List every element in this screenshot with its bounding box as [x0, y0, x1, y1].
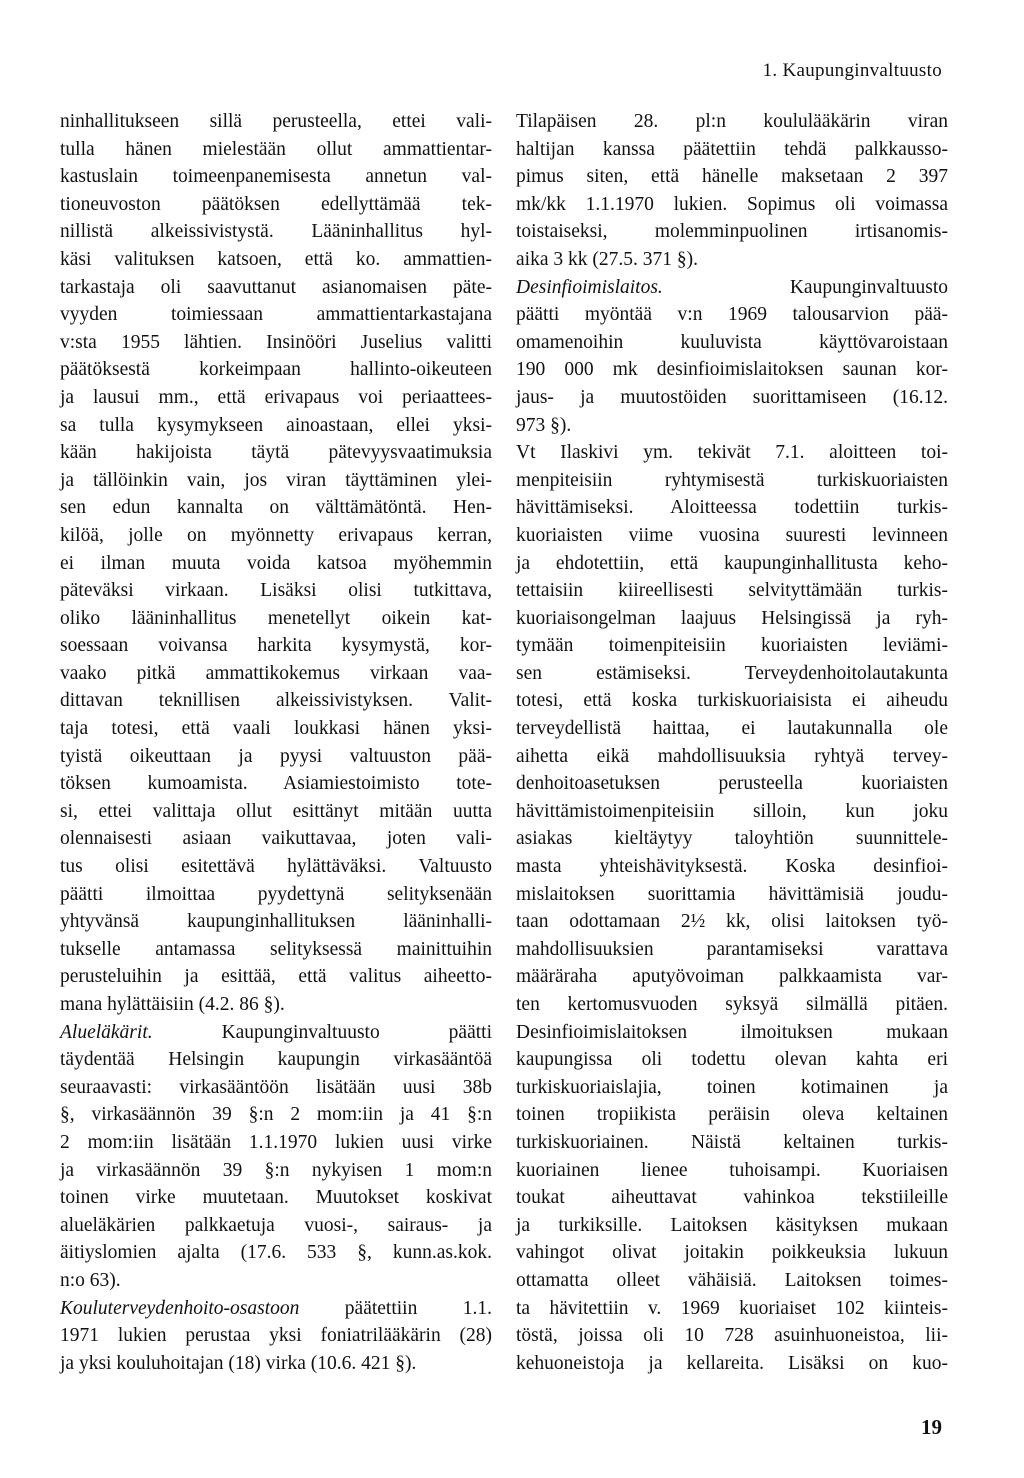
page-number: 19 — [921, 1415, 942, 1439]
right-text-line: 190 000 mk desinfioimislaitoksen saunan kor- — [516, 359, 948, 381]
left-text-line: si, ettei valittaja ollut esittänyt mitään uutta — [60, 800, 492, 822]
right-text-line — [516, 274, 948, 302]
left-text-line — [60, 1019, 492, 1047]
right-text-line: mahdollisuuksien parantamiseksi varattava — [516, 938, 948, 960]
left-text-line: 1971 lukien perustaa yksi foniatrilääkärin (28) — [60, 1325, 492, 1347]
right-text-line: hävittämiseksi. Aloitteessa todettiin turkis- — [516, 497, 948, 519]
right-text-line: pimus siten, että hänelle maksetaan 2 397 — [516, 166, 948, 188]
left-text-line: dittavan teknillisen alkeissivistyksen. Valit- — [60, 690, 492, 712]
left-text-line: ninhallitukseen sillä perusteella, ettei vali- — [60, 111, 492, 132]
left-text-line: kastuslain toimeenpanemisesta annetun val- — [60, 166, 492, 188]
right-text-line: 973 §). — [516, 414, 572, 436]
left-text-line: alueläkärien palkkaetuja vuosi-, sairaus- ja — [60, 1214, 492, 1236]
left-text-line: §, virkasäännön 39 §:n 2 mom:iin ja 41 §:n — [60, 1104, 492, 1126]
left-text-line: ja lausui mm., että erivapaus voi periaattees- — [60, 386, 492, 408]
right-text-line: kaupungissa oli todettu olevan kahta eri — [516, 1049, 948, 1071]
right-text-line: masta yhteishävityksestä. Koska desinfioi- — [516, 856, 948, 878]
right-text-line: totesi, että koska turkiskuoriaisista ei aiheudu — [516, 690, 948, 712]
right-text-line: vahingot olivat joitakin poikkeuksia lukuun — [516, 1242, 948, 1264]
right-text-line: määräraha aputyövoiman palkkaamista var- — [516, 966, 948, 988]
left-text-line: täydentää Helsingin kaupungin virkasääntöä — [60, 1049, 492, 1071]
left-text-line: 2 mom:iin lisätään 1.1.1970 lukien uusi virke — [60, 1131, 492, 1153]
right-text-line: hävittämistoimenpiteisiin silloin, kun joku — [516, 800, 948, 822]
left-text-line: mana hylättäisiin (4.2. 86 §). — [60, 994, 285, 1015]
right-text-line: denhoitoasetuksen perusteella kuoriaisten — [516, 773, 948, 795]
left-text-line: ja tällöinkin vain, jos viran täyttäminen ylei- — [60, 469, 492, 491]
left-text-line: vyyden toimiessaan ammattientarkastajana — [60, 304, 492, 326]
right-text-line: päätti myöntää v:n 1969 talousarvion pää- — [516, 304, 948, 326]
right-text-line: ta hävitettiin v. 1969 kuoriaiset 102 kiinteis- — [516, 1297, 948, 1319]
left-text-line: olennaisesti asiaan vaikuttavaa, joten vali- — [60, 828, 492, 850]
section-heading: Desinfioimislaitos. — [516, 276, 663, 298]
left-text-line: töksen kumoamista. Asiamiestoimisto tote- — [60, 773, 492, 795]
right-text-line: ja ehdotettiin, että kaupunginhallitusta keho- — [516, 552, 948, 574]
left-text-line: v:sta 1955 lähtien. Insinööri Juselius valitti — [60, 331, 492, 353]
line-text: Kaupunginvaltuusto — [662, 276, 948, 298]
left-text-line: sa tulla kysymykseen ainoastaan, ellei yksi- — [60, 414, 492, 436]
right-text-line: Desinfioimislaitoksen ilmoituksen mukaan — [516, 1021, 948, 1043]
line-text: Kaupunginvaltuusto päätti — [152, 1021, 492, 1043]
right-text-line: toinen tropiikista peräisin oleva keltainen — [516, 1104, 948, 1126]
right-text-line: toukat aiheuttavat vahinkoa tekstiileille — [516, 1187, 948, 1209]
left-text-line: käsi valituksen katsoen, että ko. ammattien- — [60, 248, 492, 270]
right-text-line: jaus- ja muutostöiden suorittamiseen (16.12. — [516, 386, 948, 408]
right-text-line: taan odottamaan 2½ kk, olisi laitoksen työ- — [516, 911, 948, 933]
left-text-line: seuraavasti: virkasääntöön lisätään uusi 38b — [60, 1076, 492, 1098]
right-text-line: turkiskuoriainen. Näistä keltainen turkis- — [516, 1131, 948, 1153]
left-text-line: soessaan voivansa harkita kysymystä, kor- — [60, 635, 492, 657]
left-text-line: sen edun kannalta on välttämätöntä. Hen- — [60, 497, 492, 519]
right-text-line: asiakas kieltäytyy taloyhtiön suunnittele- — [516, 828, 948, 850]
right-text-line: turkiskuoriaislajia, toinen kotimainen ja — [516, 1076, 948, 1098]
right-text-line: aihetta eikä mahdollisuuksia ryhtyä tervey- — [516, 745, 948, 767]
left-text-line: tyistä oikeuttaan ja pyysi valtuuston pää- — [60, 745, 492, 767]
right-text-line: Vt Ilaskivi ym. tekivät 7.1. aloitteen toi- — [516, 442, 948, 464]
right-text-line: Tilapäisen 28. pl:n koululääkärin viran — [516, 111, 948, 132]
left-text-line: ja yksi kouluhoitajan (18) virka (10.6. 421 §). — [60, 1352, 417, 1374]
right-text-line: tettaisiin kiireellisesti selvityttämään turkis- — [516, 580, 948, 602]
right-text-line: terveydellistä haittaa, ei lautakunnalla ole — [516, 718, 948, 740]
right-text-line: aika 3 kk (27.5. 371 §). — [516, 248, 698, 270]
running-header: 1. Kaupunginvaltuusto — [762, 60, 942, 81]
left-text-line: tulla hänen mielestään ollut ammattientar- — [60, 138, 492, 160]
left-text-column — [60, 108, 492, 1377]
left-text-line: päätöksestä korkeimpaan hallinto-oikeuteen — [60, 359, 492, 381]
left-text-line: ja virkasäännön 39 §:n nykyisen 1 mom:n — [60, 1159, 492, 1181]
right-text-line: toistaiseksi, molemminpuolinen irtisanomis- — [516, 221, 948, 243]
right-text-line: töstä, joissa oli 10 728 asuinhuoneistoa, lii- — [516, 1325, 948, 1347]
right-text-line: kuoriaisten viime vuosina suuresti levinneen — [516, 524, 948, 546]
left-text-line: n:o 63). — [60, 1269, 121, 1291]
right-text-column — [516, 108, 948, 1377]
left-text-line: vaako pitkä ammattikokemus virkaan vaa- — [60, 662, 492, 684]
left-text-line: äitiyslomien ajalta (17.6. 533 §, kunn.as.kok. — [60, 1242, 492, 1264]
right-text-line: kuoriainen lienee tuhoisampi. Kuoriaisen — [516, 1159, 948, 1181]
right-text-line: mislaitoksen suorittamia hävittämisiä joudu- — [516, 883, 948, 905]
left-text-line: perusteluihin ja esittää, että valitus aiheetto- — [60, 966, 492, 988]
right-text-line: menpiteisiin ryhtymisestä turkiskuoriaisten — [516, 469, 948, 491]
left-text-line: tioneuvoston päätöksen edellyttämää tek- — [60, 193, 492, 215]
right-text-line: omamenoihin kuuluvista käyttövaroistaan — [516, 331, 948, 353]
right-text-line: sen estämiseksi. Terveydenhoitolautakunta — [516, 662, 948, 684]
left-text-line: kään hakijoista täytä pätevyysvaatimuksia — [60, 442, 492, 464]
right-text-line: kehuoneistoja ja kellareita. Lisäksi on kuo- — [516, 1352, 948, 1374]
left-text-line: tus olisi esitettävä hylättäväksi. Valtuusto — [60, 856, 492, 878]
left-text-line: ei ilman muuta voida katsoa myöhemmin — [60, 552, 492, 574]
left-text-line: yhtyvänsä kaupunginhallituksen lääninhalli- — [60, 911, 492, 933]
right-text-line: ja turkiksille. Laitoksen käsityksen mukaan — [516, 1214, 948, 1236]
left-text-line — [60, 1295, 492, 1323]
left-text-line: toinen virke muutetaan. Muutokset koskivat — [60, 1187, 492, 1209]
right-text-line: kuoriaisongelman laajuus Helsingissä ja ryh- — [516, 607, 948, 629]
left-text-line: nillistä alkeissivistystä. Lääninhallitus hyl- — [60, 221, 492, 243]
section-heading: Kouluterveydenhoito-osastoon — [60, 1297, 300, 1319]
right-text-line: ten kertomusvuoden syksyä silmällä pitäen. — [516, 994, 948, 1015]
right-text-line: mk/kk 1.1.1970 lukien. Sopimus oli voimassa — [516, 193, 948, 215]
left-text-line: tarkastaja oli saavuttanut asianomaisen päte- — [60, 276, 492, 298]
right-text-line: tymään toimenpiteisiin kuoriaisten leviämi- — [516, 635, 948, 657]
left-text-line: taja totesi, että vaali loukkasi hänen yksi- — [60, 718, 492, 740]
left-text-line: päätti ilmoittaa pyydettynä selityksenään — [60, 883, 492, 905]
section-heading: Alueläkärit. — [60, 1021, 153, 1043]
right-text-line: haltijan kanssa päätettiin tehdä palkkausso- — [516, 138, 948, 160]
line-text: päätettiin 1.1. — [299, 1297, 492, 1319]
left-text-line: kilöä, jolle on myönnetty erivapaus kerran, — [60, 524, 492, 546]
left-text-line: oliko lääninhallitus menetellyt oikein kat- — [60, 607, 492, 629]
right-text-line: ottamatta olleet vähäisiä. Laitoksen toimes- — [516, 1269, 948, 1291]
left-text-line: päteväksi virkaan. Lisäksi olisi tutkittava, — [60, 580, 492, 602]
left-text-line: tukselle antamassa selityksessä mainittuihin — [60, 938, 492, 960]
